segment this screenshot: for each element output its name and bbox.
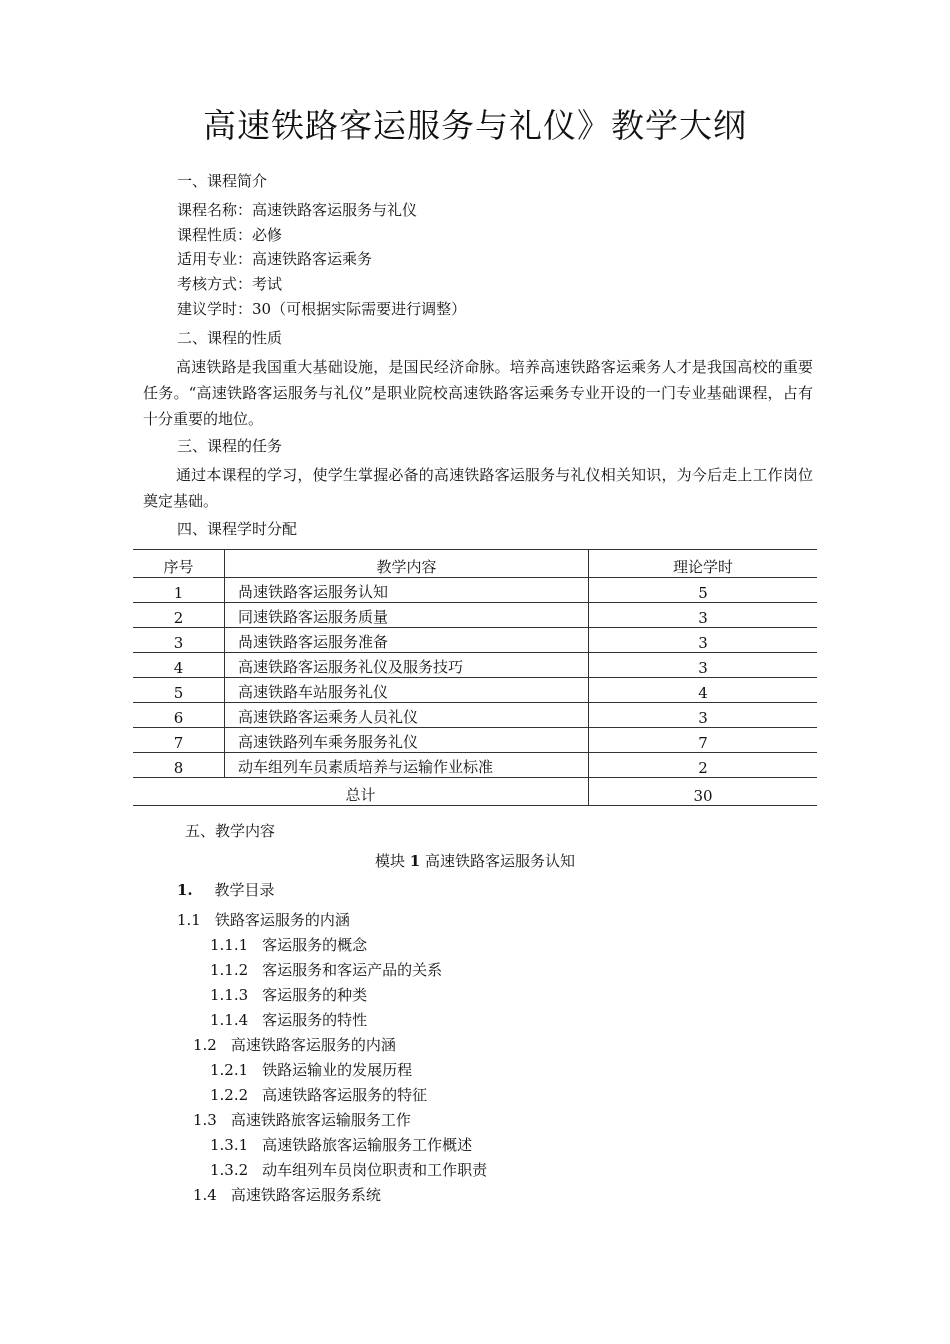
module-title — [0, 850, 950, 871]
row-content: 咼速铁路客运服务认知 — [225, 578, 589, 603]
toc-item — [210, 1060, 412, 1080]
header-hours: 理论学时 — [589, 550, 818, 578]
toc-item — [210, 1135, 472, 1155]
section-heading-intro: 一、课程简介 — [177, 172, 268, 190]
toc-num: 1.2.2 — [210, 1086, 249, 1104]
table-row — [133, 728, 817, 753]
toc-item — [210, 1085, 427, 1105]
section-heading-hours: 四、课程学时分配 — [177, 520, 298, 538]
table-row — [133, 678, 817, 703]
toc-text: 铁路客运服务的内涵 — [214, 911, 350, 929]
course-nature-line: 课程性质：必修 — [177, 226, 283, 244]
header-content: 教学内容 — [225, 550, 589, 578]
exam-method-line: 考核方式：考试 — [177, 275, 283, 293]
toc-num: 1.3.2 — [210, 1161, 249, 1179]
row-content: 咼速铁路客运服务准备 — [225, 628, 589, 653]
table-header-row — [133, 550, 817, 578]
table-row — [133, 603, 817, 628]
row-content: 高速铁路车站服务礼仪 — [225, 678, 589, 703]
total-hours: 30 — [589, 778, 818, 806]
toc-item — [177, 910, 350, 930]
toc-item — [210, 985, 367, 1005]
toc-text: 高速铁路客运服务系统 — [230, 1186, 381, 1204]
toc-text: 客运服务的概念 — [262, 936, 368, 954]
row-no: 4 — [133, 653, 225, 678]
toc-num: 1.3 — [193, 1111, 217, 1129]
hours-line: 建议学时：30（可根据实际需要进行调整） — [177, 300, 467, 318]
toc-item — [210, 960, 442, 980]
section-heading-nature: 二、课程的性质 — [177, 329, 283, 347]
course-name-line: 课程名称：高速铁路客运服务与礼仪 — [177, 201, 418, 219]
row-no: 1 — [133, 578, 225, 603]
toc-item — [210, 1160, 487, 1180]
row-no: 3 — [133, 628, 225, 653]
toc-text: 客运服务的种类 — [262, 986, 368, 1004]
header-no: 序号 — [133, 550, 225, 578]
section-heading-task: 三、课程的任务 — [177, 437, 283, 455]
toc-num: 1.4 — [193, 1186, 217, 1204]
row-hours: 3 — [589, 653, 818, 678]
toc-item — [210, 935, 367, 955]
table-row — [133, 653, 817, 678]
row-hours: 7 — [589, 728, 818, 753]
row-hours: 5 — [589, 578, 818, 603]
row-hours: 2 — [589, 753, 818, 778]
table-total-row — [133, 778, 817, 806]
row-no: 8 — [133, 753, 225, 778]
toc-num: 1.2 — [193, 1036, 217, 1054]
task-paragraph: 通过本课程的学习，使学生掌握必备的高速铁路客运服务与礼仪相关知识，为今后走上工作岗位奠定基础。 — [143, 466, 813, 510]
row-hours: 3 — [589, 703, 818, 728]
hours-table — [133, 549, 817, 806]
major-line: 适用专业：高速铁路客运乘务 — [177, 250, 373, 268]
toc-num: 1.1.3 — [210, 986, 249, 1004]
row-content: 高速铁路客运服务礼仪及服务技巧 — [225, 653, 589, 678]
toc-title-label: 教学目录 — [214, 881, 275, 899]
toc-text: 高速铁路客运服务的内涵 — [230, 1036, 396, 1054]
row-no: 2 — [133, 603, 225, 628]
row-no: 6 — [133, 703, 225, 728]
page-title: 高速铁路客运服务与礼仪》教学大纲 — [203, 106, 747, 145]
section-heading-content: 五、教学内容 — [185, 822, 276, 840]
nature-paragraph: 高速铁路是我国重大基础设施，是国民经济命脉。培养高速铁路客运乘务人才是我国高校的重要任务。“高速铁路客运服务与礼仪”是职业院校高速铁路客运乘务专业开设的一门专业基础课程，占有十分重要的地位。 — [143, 358, 813, 428]
table-row — [133, 703, 817, 728]
table-row — [133, 628, 817, 653]
table-row — [133, 578, 817, 603]
row-no: 5 — [133, 678, 225, 703]
row-content: 高速铁路客运乘务人员礼仪 — [225, 703, 589, 728]
module-name: 高速铁路客运服务认知 — [425, 852, 576, 870]
toc-num: 1.1.2 — [210, 961, 249, 979]
toc-text: 客运服务的特性 — [262, 1011, 368, 1029]
row-content: 同速铁路客运服务质量 — [225, 603, 589, 628]
row-content: 高速铁路列车乘务服务礼仪 — [225, 728, 589, 753]
module-number: 1 — [409, 852, 421, 870]
toc-text: 铁路运输业的发展历程 — [262, 1061, 413, 1079]
row-content: 动车组列车员素质培养与运输作业标准 — [225, 753, 589, 778]
toc-title — [177, 880, 274, 900]
module-prefix: 模块 — [374, 852, 405, 870]
toc-num: 1.1 — [177, 911, 201, 929]
toc-item — [193, 1035, 396, 1055]
toc-text: 高速铁路旅客运输服务工作概述 — [262, 1136, 473, 1154]
toc-num: 1.3.1 — [210, 1136, 249, 1154]
toc-item — [193, 1110, 411, 1130]
row-hours: 3 — [589, 603, 818, 628]
row-hours: 4 — [589, 678, 818, 703]
toc-text: 高速铁路客运服务的特征 — [262, 1086, 428, 1104]
row-hours: 3 — [589, 628, 818, 653]
toc-num: 1.1.4 — [210, 1011, 249, 1029]
toc-item — [210, 1010, 367, 1030]
table-row — [133, 753, 817, 778]
toc-title-number: 1. — [177, 881, 193, 899]
toc-num: 1.1.1 — [210, 936, 249, 954]
toc-num: 1.2.1 — [210, 1061, 249, 1079]
toc-text: 高速铁路旅客运输服务工作 — [230, 1111, 411, 1129]
toc-text: 客运服务和客运产品的关系 — [262, 961, 443, 979]
toc-text: 动车组列车员岗位职责和工作职责 — [262, 1161, 488, 1179]
row-no: 7 — [133, 728, 225, 753]
toc-item — [193, 1185, 381, 1205]
total-label: 总计 — [133, 778, 589, 806]
